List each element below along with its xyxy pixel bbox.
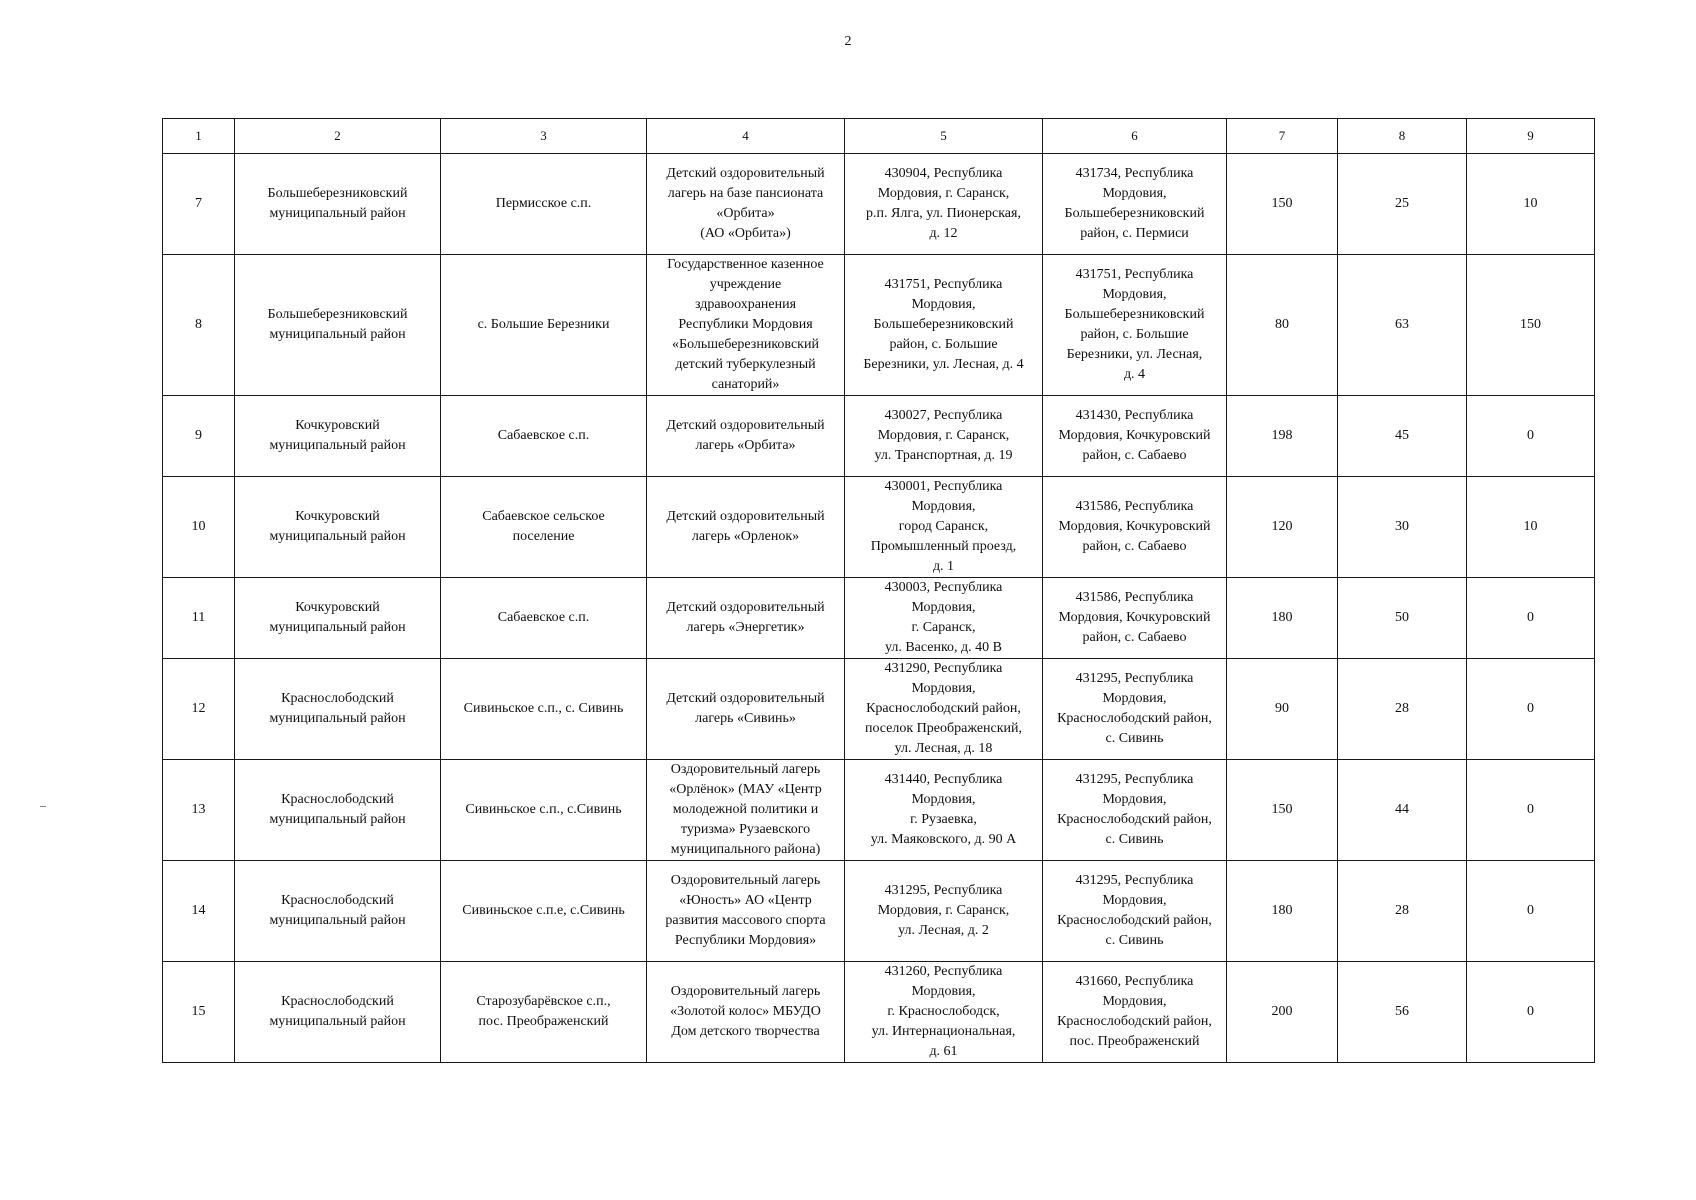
district-cell: Краснослободский муниципальный район: [235, 659, 441, 760]
actual-address-cell: 431734, Республика Мордовия, Большеберезниковский район, с. Пермиси: [1043, 154, 1227, 255]
actual-address-cell: 431295, Республика Мордовия, Краснослободский район, с. Сивинь: [1043, 861, 1227, 962]
actual-address-cell: 431586, Республика Мордовия, Кочкуровский район, с. Сабаево: [1043, 578, 1227, 659]
value-cell-8: 63: [1338, 255, 1467, 396]
district-cell: Краснослободский муниципальный район: [235, 962, 441, 1063]
legal-address-cell: 431751, Республика Мордовия, Большеберезниковский район, с. Большие Березники, ул. Лесная, д. 4: [845, 255, 1043, 396]
legal-address-cell: 431290, Республика Мордовия, Краснослободский район, поселок Преображенский, ул. Лесная, д. 18: [845, 659, 1043, 760]
actual-address-cell: 431295, Республика Мордовия, Краснослободский район, с. Сивинь: [1043, 659, 1227, 760]
col-header-1: 1: [163, 119, 235, 154]
value-cell-7: 90: [1227, 659, 1338, 760]
col-header-4: 4: [647, 119, 845, 154]
settlement-cell: Сивиньское с.п., с.Сивинь: [441, 760, 647, 861]
district-cell: Краснослободский муниципальный район: [235, 760, 441, 861]
value-cell-8: 25: [1338, 154, 1467, 255]
legal-address-cell: 430027, Республика Мордовия, г. Саранск, ул. Транспортная, д. 19: [845, 396, 1043, 477]
col-header-2: 2: [235, 119, 441, 154]
value-cell-9: 10: [1467, 154, 1595, 255]
table-row: [163, 760, 1595, 861]
value-cell-7: 200: [1227, 962, 1338, 1063]
actual-address-cell: 431586, Республика Мордовия, Кочкуровский район, с. Сабаево: [1043, 477, 1227, 578]
value-cell-8: 45: [1338, 396, 1467, 477]
margin-mark: [40, 806, 46, 807]
institution-cell: Государственное казенное учреждение здравоохранения Республики Мордовия «Большеберезниковский детский туберкулезный санаторий»: [647, 255, 845, 396]
value-cell-9: 0: [1467, 861, 1595, 962]
value-cell-7: 150: [1227, 760, 1338, 861]
actual-address-cell: 431430, Республика Мордовия, Кочкуровский район, с. Сабаево: [1043, 396, 1227, 477]
value-cell-7: 180: [1227, 578, 1338, 659]
table-row: [163, 659, 1595, 760]
settlement-cell: Сивиньское с.п.е, с.Сивинь: [441, 861, 647, 962]
institution-cell: Оздоровительный лагерь «Орлёнок» (МАУ «Центр молодежной политики и туризма» Рузаевского муниципального района): [647, 760, 845, 861]
value-cell-7: 180: [1227, 861, 1338, 962]
district-cell: Краснослободский муниципальный район: [235, 861, 441, 962]
col-header-6: 6: [1043, 119, 1227, 154]
value-cell-8: 50: [1338, 578, 1467, 659]
settlement-cell: Пермисское с.п.: [441, 154, 647, 255]
col-header-5: 5: [845, 119, 1043, 154]
row-number: 7: [163, 154, 235, 255]
institution-cell: Детский оздоровительный лагерь на базе пансионата «Орбита» (АО «Орбита»): [647, 154, 845, 255]
row-number: 8: [163, 255, 235, 396]
district-cell: Кочкуровский муниципальный район: [235, 477, 441, 578]
legal-address-cell: 430001, Республика Мордовия, город Саранск, Промышленный проезд, д. 1: [845, 477, 1043, 578]
table-row: [163, 255, 1595, 396]
col-header-9: 9: [1467, 119, 1595, 154]
legal-address-cell: 430003, Республика Мордовия, г. Саранск, ул. Васенко, д. 40 В: [845, 578, 1043, 659]
actual-address-cell: 431660, Республика Мордовия, Краснослободский район, пос. Преображенский: [1043, 962, 1227, 1063]
legal-address-cell: 431295, Республика Мордовия, г. Саранск, ул. Лесная, д. 2: [845, 861, 1043, 962]
col-header-3: 3: [441, 119, 647, 154]
value-cell-9: 150: [1467, 255, 1595, 396]
table-row: [163, 578, 1595, 659]
institution-cell: Оздоровительный лагерь «Юность» АО «Центр развития массового спорта Республики Мордовия»: [647, 861, 845, 962]
settlement-cell: Сабаевское с.п.: [441, 396, 647, 477]
row-number: 10: [163, 477, 235, 578]
value-cell-9: 0: [1467, 659, 1595, 760]
actual-address-cell: 431295, Республика Мордовия, Краснослободский район, с. Сивинь: [1043, 760, 1227, 861]
value-cell-8: 56: [1338, 962, 1467, 1063]
value-cell-9: 0: [1467, 578, 1595, 659]
value-cell-8: 28: [1338, 659, 1467, 760]
settlement-cell: Сабаевское сельское поселение: [441, 477, 647, 578]
settlement-cell: Старозубарёвское с.п., пос. Преображенский: [441, 962, 647, 1063]
value-cell-7: 150: [1227, 154, 1338, 255]
row-number: 12: [163, 659, 235, 760]
table-row: [163, 477, 1595, 578]
row-number: 15: [163, 962, 235, 1063]
row-number: 11: [163, 578, 235, 659]
institution-cell: Детский оздоровительный лагерь «Энергетик»: [647, 578, 845, 659]
table-row: [163, 861, 1595, 962]
institution-cell: Детский оздоровительный лагерь «Сивинь»: [647, 659, 845, 760]
district-cell: Кочкуровский муниципальный район: [235, 578, 441, 659]
value-cell-7: 120: [1227, 477, 1338, 578]
legal-address-cell: 431260, Республика Мордовия, г. Краснослободск, ул. Интернациональная, д. 61: [845, 962, 1043, 1063]
row-number: 13: [163, 760, 235, 861]
table-row: [163, 962, 1595, 1063]
value-cell-9: 0: [1467, 962, 1595, 1063]
district-cell: Кочкуровский муниципальный район: [235, 396, 441, 477]
settlement-cell: с. Большие Березники: [441, 255, 647, 396]
value-cell-8: 28: [1338, 861, 1467, 962]
value-cell-8: 44: [1338, 760, 1467, 861]
camps-table: [162, 118, 1595, 1063]
district-cell: Большеберезниковский муниципальный район: [235, 255, 441, 396]
table-row: [163, 396, 1595, 477]
institution-cell: Детский оздоровительный лагерь «Орбита»: [647, 396, 845, 477]
value-cell-9: 10: [1467, 477, 1595, 578]
settlement-cell: Сабаевское с.п.: [441, 578, 647, 659]
institution-cell: Оздоровительный лагерь «Золотой колос» МБУДО Дом детского творчества: [647, 962, 845, 1063]
value-cell-8: 30: [1338, 477, 1467, 578]
value-cell-9: 0: [1467, 396, 1595, 477]
district-cell: Большеберезниковский муниципальный район: [235, 154, 441, 255]
col-header-8: 8: [1338, 119, 1467, 154]
row-number: 14: [163, 861, 235, 962]
col-header-7: 7: [1227, 119, 1338, 154]
legal-address-cell: 431440, Республика Мордовия, г. Рузаевка, ул. Маяковского, д. 90 А: [845, 760, 1043, 861]
legal-address-cell: 430904, Республика Мордовия, г. Саранск, р.п. Ялга, ул. Пионерская, д. 12: [845, 154, 1043, 255]
value-cell-7: 80: [1227, 255, 1338, 396]
actual-address-cell: 431751, Республика Мордовия, Большеберезниковский район, с. Большие Березники, ул. Лесная, д. 4: [1043, 255, 1227, 396]
table-row: [163, 154, 1595, 255]
page-number: 2: [844, 34, 852, 49]
value-cell-9: 0: [1467, 760, 1595, 861]
row-number: 9: [163, 396, 235, 477]
column-number-row: [163, 119, 1595, 154]
value-cell-7: 198: [1227, 396, 1338, 477]
settlement-cell: Сивиньское с.п., с. Сивинь: [441, 659, 647, 760]
institution-cell: Детский оздоровительный лагерь «Орленок»: [647, 477, 845, 578]
